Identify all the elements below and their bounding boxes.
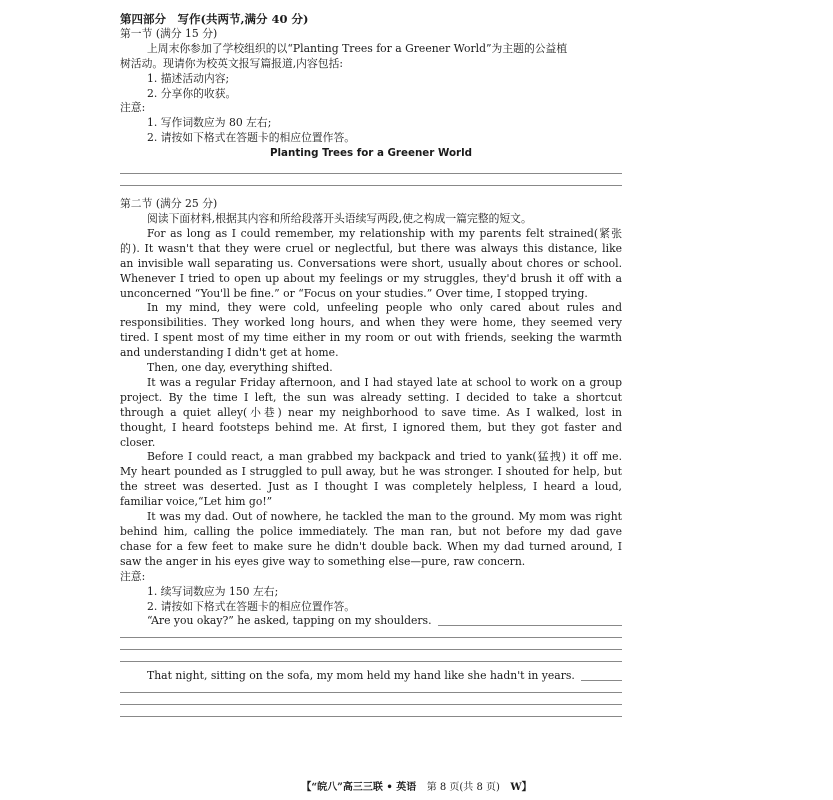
section2-instruction: 阅读下面材料,根据其内容和所给段落开头语续写两段,使之构成一篇完整的短文。 bbox=[147, 211, 532, 225]
story-line: Before I could react, a man grabbed my backpack and tried to yank(猛拽) it off me. bbox=[147, 450, 622, 464]
section1-item: 2. 分享你的收获。 bbox=[147, 86, 237, 100]
story-line: chase for a few feet to make sure he didn't double back. When my dad turned around, I bbox=[120, 539, 622, 553]
story-line: In my mind, they were cold, unfeeling people who only cared about rules and bbox=[147, 301, 622, 315]
answer-line bbox=[120, 173, 622, 174]
answer-line bbox=[120, 649, 622, 650]
section1-prompt-line1: 上周末你参加了学校组织的以“Planting Trees for a Greener World”为主题的公益植 bbox=[147, 41, 568, 55]
section2-note: 2. 请按如下格式在答题卡的相应位置作答。 bbox=[147, 599, 356, 613]
section1-answer-lines bbox=[120, 173, 622, 186]
answer-line bbox=[120, 704, 622, 705]
footer-page-number: 第 8 页(共 8 页) bbox=[426, 782, 500, 793]
section1-note: 1. 写作词数应为 80 左右; bbox=[147, 116, 272, 130]
story-line: unconcerned “You'll be fine.” or “Focus on your studies.” Over time, I stopped trying. bbox=[120, 286, 588, 300]
answer-line bbox=[120, 716, 622, 717]
footer-exam-name: 【“皖八”高三三联 • 英语 bbox=[301, 782, 417, 793]
story-line: thought, I heard footsteps behind me. At first, I ignored them, but they got faster and bbox=[120, 420, 622, 434]
paragraph1-answer-lines bbox=[120, 637, 622, 662]
answer-line bbox=[120, 637, 622, 638]
answer-line bbox=[120, 185, 622, 186]
story-line: responsibilities. They worked long hours, and when they were home, they seemed very bbox=[120, 316, 622, 330]
section2-notes-label: 注意: bbox=[120, 569, 146, 583]
section1-item: 1. 描述活动内容; bbox=[147, 71, 230, 85]
story-line: and understanding I didn't get at home. bbox=[120, 346, 339, 360]
paragraph2-start-text: That night, sitting on the sofa, my mom held my hand like she hadn't in years. bbox=[147, 669, 575, 683]
story-line: For as long as I could remember, my relationship with my parents felt strained(紧张 bbox=[147, 226, 622, 240]
answer-line bbox=[581, 670, 622, 681]
story-line: project. By the time I left, the sun was already setting. I decided to take a shortcut bbox=[120, 390, 622, 404]
section1-title: 第一节 (满分 15 分) bbox=[120, 26, 218, 40]
exam-page bbox=[120, 12, 622, 728]
story-line: Then, one day, everything shifted. bbox=[147, 361, 333, 375]
section2-note: 1. 续写词数应为 150 左右; bbox=[147, 584, 279, 598]
story-line: an invisible wall separating us. Conversations were short, usually about chores or school. bbox=[120, 256, 622, 270]
story-line: 的). It wasn't that they were cruel or neglectful, but there was always this distance, like bbox=[120, 241, 622, 255]
paragraph2-start bbox=[120, 669, 622, 684]
story-line: saw the anger in his eyes give way to something else—pure, raw concern. bbox=[120, 554, 526, 568]
section1-notes-label: 注意: bbox=[120, 101, 146, 115]
story-line: behind him, calling the police immediately. The man ran, but not before my dad gave bbox=[120, 525, 622, 538]
paragraph2-answer-lines bbox=[120, 692, 622, 717]
answer-line bbox=[120, 661, 622, 662]
story-line: It was a regular Friday afternoon, and I had stayed late at school to work on a group bbox=[147, 375, 622, 389]
footer-code: W】 bbox=[510, 782, 532, 793]
story-line: tired. I spent most of my time either in my room or out with friends, seeking the warmth bbox=[120, 331, 622, 345]
page-footer bbox=[0, 778, 833, 793]
story-line: familiar voice,“Let him go!” bbox=[120, 495, 273, 509]
section1-prompt-line2: 树活动。现请你为校英文报写篇报道,内容包括: bbox=[120, 56, 344, 70]
part4-header: 第四部分 写作(共两节,满分 40 分) bbox=[120, 12, 309, 26]
paragraph1-start bbox=[120, 614, 622, 629]
story-line: It was my dad. Out of nowhere, he tackled the man to the ground. My mom was right bbox=[147, 510, 622, 524]
section2-title: 第二节 (满分 25 分) bbox=[120, 197, 218, 211]
story-line: Whenever I tried to open up about my feelings or my struggles, they'd brush it off with a bbox=[120, 271, 622, 285]
section1-note: 2. 请按如下格式在答题卡的相应位置作答。 bbox=[147, 131, 356, 145]
essay-title: Planting Trees for a Greener World bbox=[269, 147, 472, 160]
story-text bbox=[120, 227, 622, 570]
answer-line bbox=[120, 692, 622, 693]
story-line: closer. bbox=[120, 435, 156, 449]
answer-line bbox=[438, 615, 622, 626]
story-line: My heart pounded as I struggled to pull away, but he was stronger. I shouted for help, but bbox=[120, 465, 622, 479]
paragraph1-start-text: “Are you okay?” he asked, tapping on my shoulders. bbox=[147, 614, 432, 628]
story-line: the street was deserted. Just as I thought I was completely helpless, I heard a loud, bbox=[120, 480, 622, 494]
story-line: through a quiet alley(小巷) near my neighborhood to save time. As I walked, lost in bbox=[120, 405, 622, 419]
